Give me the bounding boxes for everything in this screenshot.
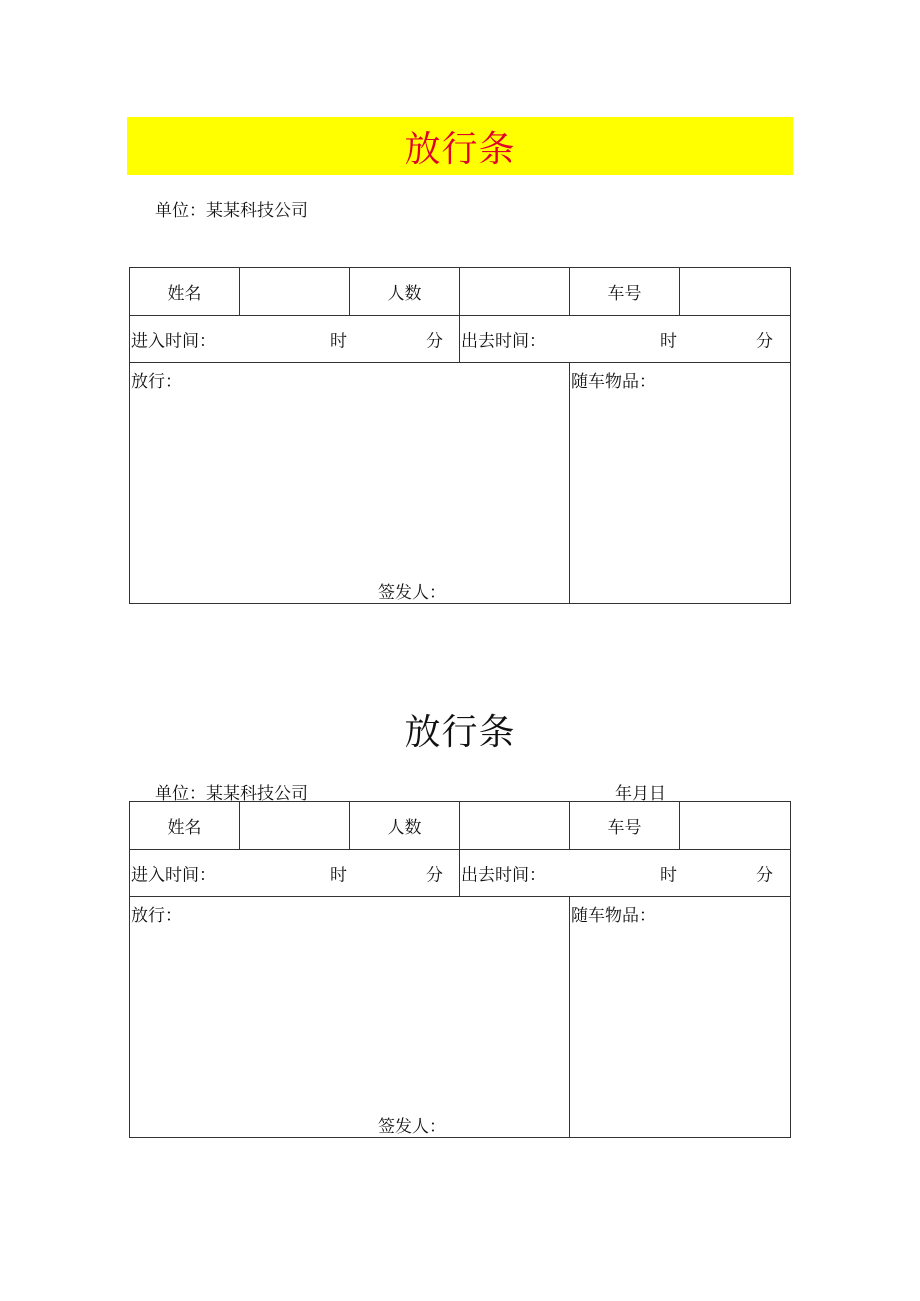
entry-time-cell[interactable] xyxy=(130,316,460,363)
exit-time-cell[interactable] xyxy=(460,850,791,897)
plate-field[interactable] xyxy=(680,268,791,316)
name-field[interactable] xyxy=(240,802,350,850)
name-label: 姓名 xyxy=(130,802,240,850)
pass-form-table xyxy=(129,267,791,604)
entry-minute-label: 分 xyxy=(426,865,443,886)
second-pass-form-table xyxy=(129,801,791,1138)
release-label: 放行： xyxy=(131,372,182,392)
items-cell[interactable] xyxy=(570,897,791,1138)
second-unit-label: 单位：某某科技公司 xyxy=(155,784,308,804)
second-page-title: 放行条 xyxy=(404,711,516,753)
highlighted-title-bar xyxy=(127,117,793,175)
signer-label: 签发人： xyxy=(378,1117,446,1137)
entry-hour-label: 时 xyxy=(330,865,347,886)
plate-field[interactable] xyxy=(680,802,791,850)
entry-time-cell[interactable] xyxy=(130,850,460,897)
second-title-bar xyxy=(127,700,793,758)
name-field[interactable] xyxy=(240,268,350,316)
plate-label: 车号 xyxy=(570,268,680,316)
exit-hour-label: 时 xyxy=(660,865,677,886)
release-cell[interactable] xyxy=(130,363,570,604)
name-label: 姓名 xyxy=(130,268,240,316)
plate-label: 车号 xyxy=(570,802,680,850)
page-title: 放行条 xyxy=(404,128,516,170)
unit-label: 单位：某某科技公司 xyxy=(155,201,308,221)
items-label: 随车物品： xyxy=(571,906,656,926)
exit-minute-label: 分 xyxy=(756,331,773,352)
signer-label: 签发人： xyxy=(378,583,446,603)
entry-minute-label: 分 xyxy=(426,331,443,352)
exit-time-label: 出去时间： xyxy=(461,865,546,886)
count-field[interactable] xyxy=(460,268,570,316)
release-label: 放行： xyxy=(131,906,182,926)
items-cell[interactable] xyxy=(570,363,791,604)
items-label: 随车物品： xyxy=(571,372,656,392)
count-label: 人数 xyxy=(350,802,460,850)
entry-time-label: 进入时间： xyxy=(131,331,216,352)
count-field[interactable] xyxy=(460,802,570,850)
count-label: 人数 xyxy=(350,268,460,316)
release-cell[interactable] xyxy=(130,897,570,1138)
exit-minute-label: 分 xyxy=(756,865,773,886)
exit-hour-label: 时 xyxy=(660,331,677,352)
entry-hour-label: 时 xyxy=(330,331,347,352)
date-label: 年月日 xyxy=(615,784,666,804)
exit-time-label: 出去时间： xyxy=(461,331,546,352)
exit-time-cell[interactable] xyxy=(460,316,791,363)
entry-time-label: 进入时间： xyxy=(131,865,216,886)
